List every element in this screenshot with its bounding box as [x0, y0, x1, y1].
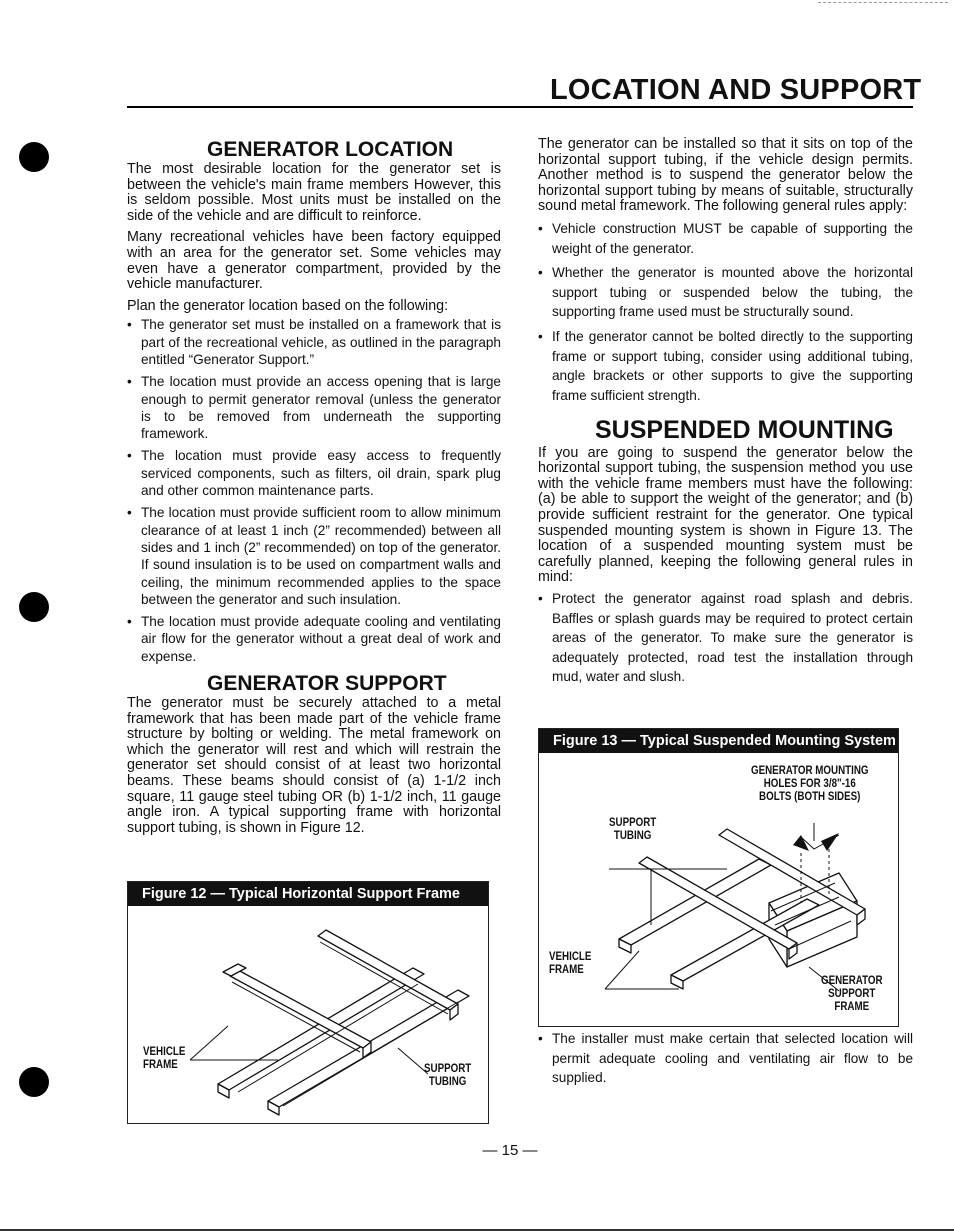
- horizontal-support-frame-drawing: [128, 906, 488, 1123]
- figure-12: [127, 881, 489, 1124]
- figure-13-illustration: [539, 753, 898, 1026]
- list-item: • Whether the generator is mounted above the horizontal support tubing or suspended below the tubing, the supporting frame used must be structurally sound.: [538, 263, 913, 322]
- generator-support-paragraph: The generator must be securely attached to a metal framework that has been made part of the vehicle frame structure by bolting or welding. The metal framework on which the generator will rest and which will restrain the generator set should consist of at least two horizontal beams. These beams should consist of (a) 1-1/2 inch square, 11 gauge steel tubing OR (b) 1-1/2 inch, 11 gauge angle iron. A typical supporting frame with horizontal support tubing, is shown in Figure 12.: [127, 695, 501, 836]
- list-item: • The installer must make certain that selected location will permit adequate cooling and ventilating air flow to be supplied.: [538, 1029, 913, 1088]
- generator-location-paragraph-3: Plan the generator location based on the following:: [127, 297, 449, 314]
- generator-location-bullets: [127, 316, 501, 665]
- after-figure-13-text: [538, 1029, 913, 1093]
- figure-12-illustration: [128, 906, 488, 1123]
- right-column-bullets: [538, 219, 913, 405]
- binder-hole-middle: [19, 592, 49, 622]
- bottom-rule: [0, 1229, 954, 1231]
- top-edge-mark: [818, 2, 948, 3]
- generator-location-heading: GENERATOR LOCATION: [207, 138, 454, 161]
- list-item: • The generator set must be installed on a framework that is part of the recreational vehicle, as outlined in the paragraph entitled “Generator Support.”: [127, 316, 501, 368]
- list-item: • Protect the generator against road splash and debris. Baffles or splash guards may be required to protect certain areas of the generator. To make sure the generator is adequately protected, road test the installation through mud, water and slush.: [538, 589, 913, 687]
- left-column: [127, 137, 501, 842]
- list-item: • Vehicle construction MUST be capable of supporting the weight of the generator.: [538, 219, 913, 258]
- title-rule: [127, 106, 913, 108]
- right-column-intro: The generator can be installed so that it sits on top of the horizontal support tubing, if the vehicle design permits. Another method is to suspend the generator below the horizontal support tubing by means of suitable, structurally sound metal framework. The following general rules apply:: [538, 136, 913, 215]
- figure-12-label-support-tubing: SUPPORT TUBING: [424, 1063, 472, 1088]
- list-item: • If the generator cannot be bolted directly to the supporting frame or support tubing, consider using additional tubing, angle brackets or other supports to give the supporting frame sufficient strength.: [538, 327, 913, 405]
- figure-12-caption: Figure 12 — Typical Horizontal Support Frame: [128, 882, 488, 906]
- figure-13-label-generator-support-frame: GENERATOR SUPPORT FRAME: [821, 975, 883, 1013]
- figure-13-label-vehicle-frame: VEHICLE FRAME: [549, 951, 592, 976]
- figure-13-label-mounting-holes: GENERATOR MOUNTING HOLES FOR 3/8"-16 BOLTS (BOTH SIDES): [751, 765, 869, 803]
- page-title: LOCATION AND SUPPORT: [550, 74, 922, 106]
- page-number: — 15 —: [482, 1142, 538, 1159]
- figure-12-label-vehicle-frame: VEHICLE FRAME: [143, 1046, 186, 1071]
- suspended-mounting-heading: SUSPENDED MOUNTING: [595, 416, 894, 445]
- suspended-mounting-paragraph: If you are going to suspend the generator below the horizontal support tubing, the suspension method you use with the vehicle frame members must have the following: (a) be able to support the weight of the generator; and (b) provide sufficient restraint for the generator. One typical suspended mounting system is shown in Figure 13. The location of a suspended mounting system must be carefully planned, keeping the following general rules in mind:: [538, 444, 913, 586]
- list-item: • The location must provide an access opening that is large enough to permit generator removal (unless the generator is to be removed from underneath the supporting framework.: [127, 373, 501, 442]
- figure-13-label-support-tubing: SUPPORT TUBING: [609, 817, 657, 842]
- figure-13: [538, 728, 899, 1027]
- list-item: • The location must provide sufficient room to allow minimum clearance of at least 1 inch (2” recommended) between all sides and 1 inch (2” recommended) on top of the generator. If sound insulation is to be used on compartment walls and ceiling, the minimum recommended applies to the space between the generator and such insulation.: [127, 504, 501, 608]
- suspended-mounting-bullets-continued: [538, 1029, 913, 1088]
- binder-hole-top: [19, 142, 49, 172]
- binder-hole-bottom: [19, 1067, 49, 1097]
- list-item: • The location must provide easy access to frequently serviced components, such as filters, oil drain, spark plug and other common maintenance parts.: [127, 447, 501, 499]
- generator-location-paragraph-1: The most desirable location for the generator set is between the vehicle's main frame members However, this is seldom possible. Most units must be installed on the side of the vehicle and are difficult to reinforce.: [127, 161, 501, 224]
- figure-13-caption: Figure 13 — Typical Suspended Mounting System: [539, 729, 898, 753]
- generator-location-paragraph-2: Many recreational vehicles have been factory equipped with an area for the generator set. Some vehicles may even have a generator compartment, provided by the vehicle manufacturer.: [127, 229, 501, 293]
- generator-support-heading: GENERATOR SUPPORT: [207, 672, 447, 696]
- list-item: • The location must provide adequate cooling and ventilating air flow for the generator without a great deal of work and expense.: [127, 613, 501, 665]
- suspended-mounting-bullets: [538, 589, 913, 687]
- right-column: [538, 137, 913, 692]
